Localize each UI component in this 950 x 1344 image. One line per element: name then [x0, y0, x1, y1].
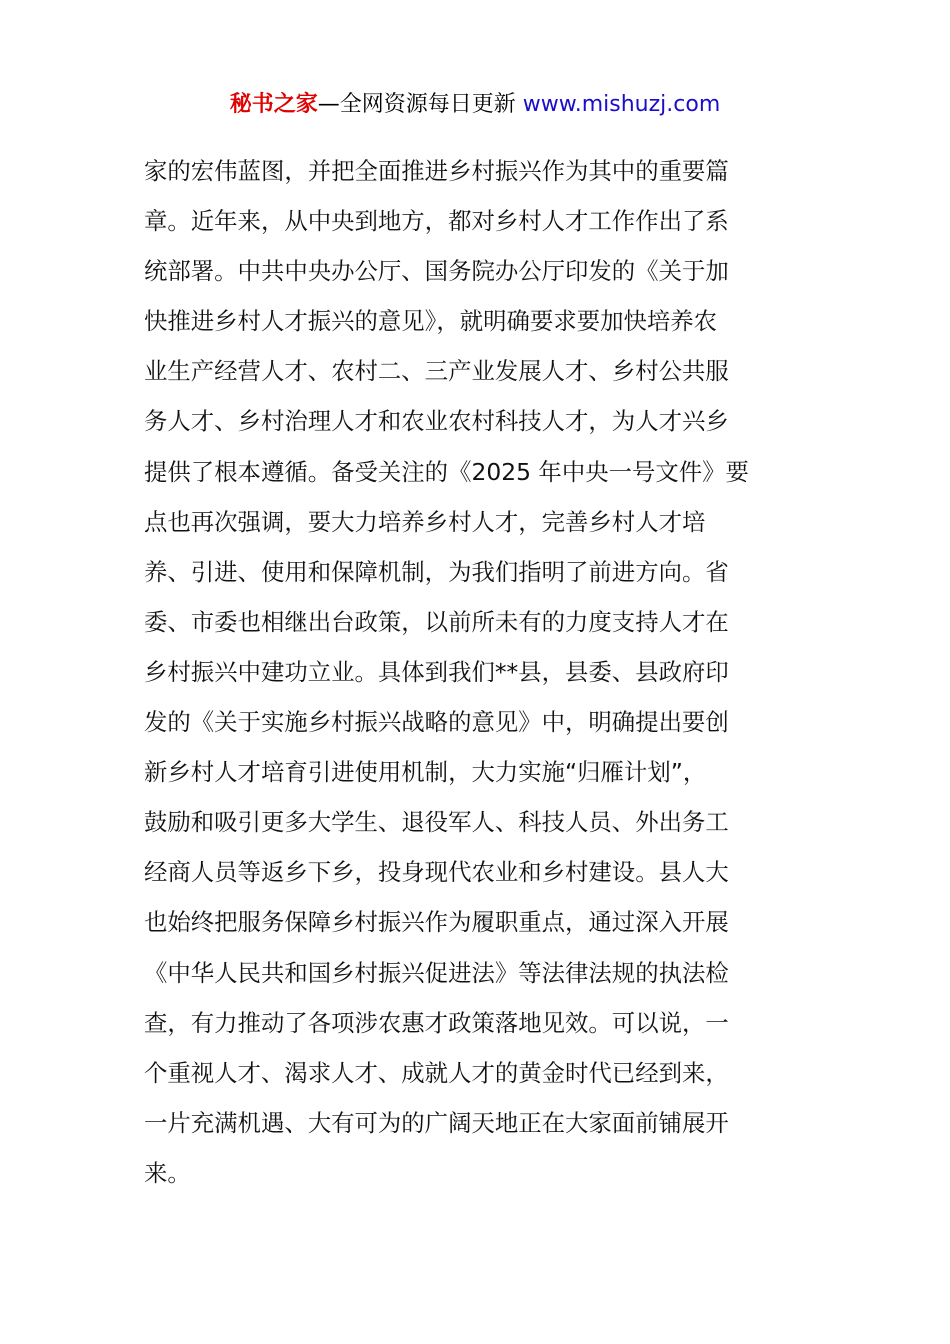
text-line: 乡村振兴中建功立业。具体到我们**县，县委、县政府印: [144, 657, 729, 686]
text-line: 鼓励和吸引更多大学生、退役军人、科技人员、外出务工: [144, 808, 729, 837]
text-line: 来。: [144, 1158, 191, 1187]
text-line: 发的《关于实施乡村振兴战略的意见》中，明确提出要创: [144, 708, 729, 737]
page-header: [0, 88, 950, 122]
text-line: 统部署。中共中央办公厅、国务院办公厅印发的《关于加: [144, 257, 729, 286]
text-line: 委、市委也相继出台政策，以前所未有的力度支持人才在: [144, 607, 729, 636]
text-line: 一片充满机遇、大有可为的广阔天地正在大家面前铺展开: [144, 1108, 729, 1137]
text-line: 务人才、乡村治理人才和农业农村科技人才，为人才兴乡: [144, 407, 729, 436]
text-line: 查，有力推动了各项涉农惠才政策落地见效。可以说，一: [144, 1008, 729, 1037]
text-line: 个重视人才、渴求人才、成就人才的黄金时代已经到来，: [144, 1058, 729, 1087]
text-line: 点也再次强调，要大力培养乡村人才，完善乡村人才培: [144, 507, 706, 536]
text-line: 新乡村人才培育引进使用机制，大力实施“归雁计划”，: [144, 758, 707, 787]
text-line: 也始终把服务保障乡村振兴作为履职重点，通过深入开展: [144, 908, 729, 937]
text-line: 养、引进、使用和保障机制，为我们指明了前进方向。省: [144, 557, 729, 586]
text-line: 家的宏伟蓝图，并把全面推进乡村振兴作为其中的重要篇: [144, 157, 729, 185]
body-paragraph: [144, 146, 808, 1198]
text-line: 提供了根本遵循。备受关注的《2025 年中央一号文件》要: [144, 457, 749, 486]
text-line: 业生产经营人才、农村二、三产业发展人才、乡村公共服: [144, 357, 729, 386]
text-line: 章。近年来，从中央到地方，都对乡村人才工作作出了系: [144, 207, 729, 236]
text-line: 经商人员等返乡下乡，投身现代农业和乡村建设。县人大: [144, 858, 729, 887]
site-url-link[interactable]: www.mishuzj.com: [522, 92, 721, 117]
header-tagline: —全网资源每日更新: [317, 92, 516, 117]
text-line: 《中华人民共和国乡村振兴促进法》等法律法规的执法检: [144, 958, 729, 987]
text-line: 快推进乡村人才振兴的意见》，就明确要求要加快培养农: [144, 307, 718, 336]
brand-name: 秘书之家: [229, 92, 318, 117]
